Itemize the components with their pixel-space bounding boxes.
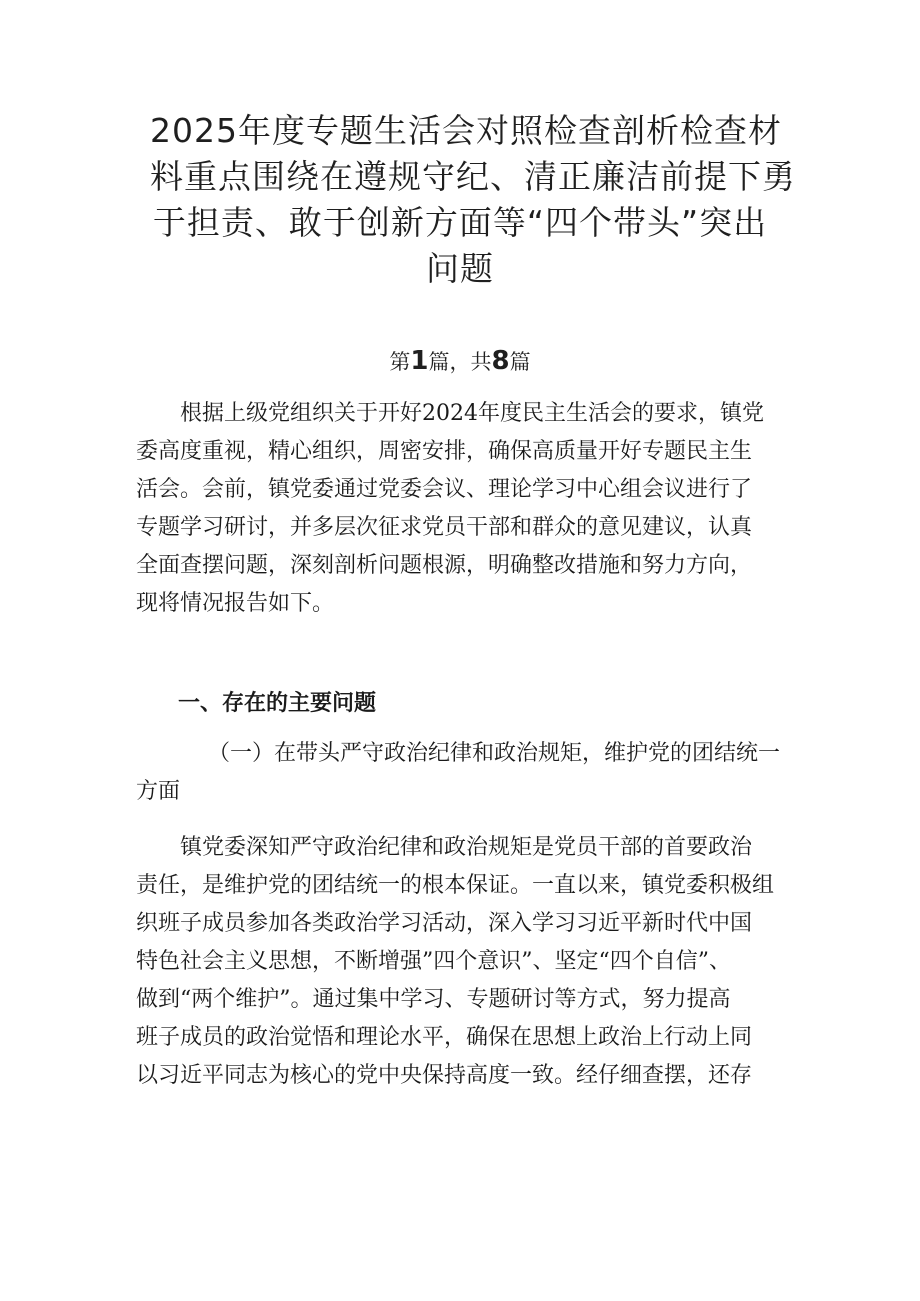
paragraph-line: 全面查摆问题，深刻剖析问题根源，明确整改措施和努力方向， — [136, 553, 753, 578]
paragraph-line: 现将情况报告如下。 — [136, 591, 335, 616]
paragraph-line: （一）在带头严守政治纪律和政治规矩，维护党的团结统一 — [208, 741, 781, 766]
paragraph-line: 特色社会主义思想，不断增强”四个意识”、坚定“四个自信”、 — [136, 949, 731, 974]
intro-paragraph — [136, 395, 796, 623]
paragraph-line: 责任，是维护党的团结统一的根本保证。一直以来，镇党委积极组 — [136, 873, 775, 898]
body-paragraph — [136, 829, 796, 1095]
paragraph-line: 镇党委深知严守政治纪律和政治规矩是党员干部的首要政治 — [180, 835, 753, 860]
title-line: 料重点围绕在遵规守纪、清正廉洁前提下勇 — [150, 157, 796, 196]
title-line: 2025年度专题生活会对照检查剖析检查材 — [150, 111, 782, 150]
title-line: 问题 — [426, 249, 494, 288]
paragraph-line: 活会。会前，镇党委通过党委会议、理论学习中心组会议进行了 — [136, 477, 753, 502]
paragraph-line: 做到“两个维护”。通过集中学习、专题研讨等方式，努力提高 — [136, 987, 731, 1012]
paragraph-line: 织班子成员参加各类政治学习活动，深入学习习近平新时代中国 — [136, 911, 753, 936]
paragraph-line: 方面 — [136, 779, 181, 804]
paragraph-line: 以习近平同志为核心的党中央保持高度一致。经仔细查摆，还存 — [136, 1063, 753, 1088]
paragraph-line: 专题学习研讨，并多层次征求党员干部和群众的意见建议，认真 — [136, 515, 753, 540]
part-index: 1 — [410, 346, 429, 376]
part-indicator — [0, 345, 920, 378]
paragraph-line: 委高度重视，精心组织，周密安排，确保高质量开好专题民主生 — [136, 439, 753, 464]
part-total: 8 — [491, 346, 510, 376]
part-suffix: 篇 — [509, 350, 531, 374]
paragraph-line: 班子成员的政治觉悟和理论水平，确保在思想上政治上行动上同 — [136, 1025, 753, 1050]
section-heading: 一、存在的主要问题 — [178, 691, 377, 716]
paragraph-line: 根据上级党组织关于开好2024年度民主生活会的要求，镇党 — [180, 401, 764, 426]
subsection-heading — [136, 735, 796, 811]
document-title — [150, 108, 796, 292]
part-prefix: 第 — [389, 350, 411, 374]
title-line: 于担责、敢于创新方面等“四个带头”突出 — [152, 203, 768, 242]
part-middle: 篇，共 — [428, 350, 492, 374]
